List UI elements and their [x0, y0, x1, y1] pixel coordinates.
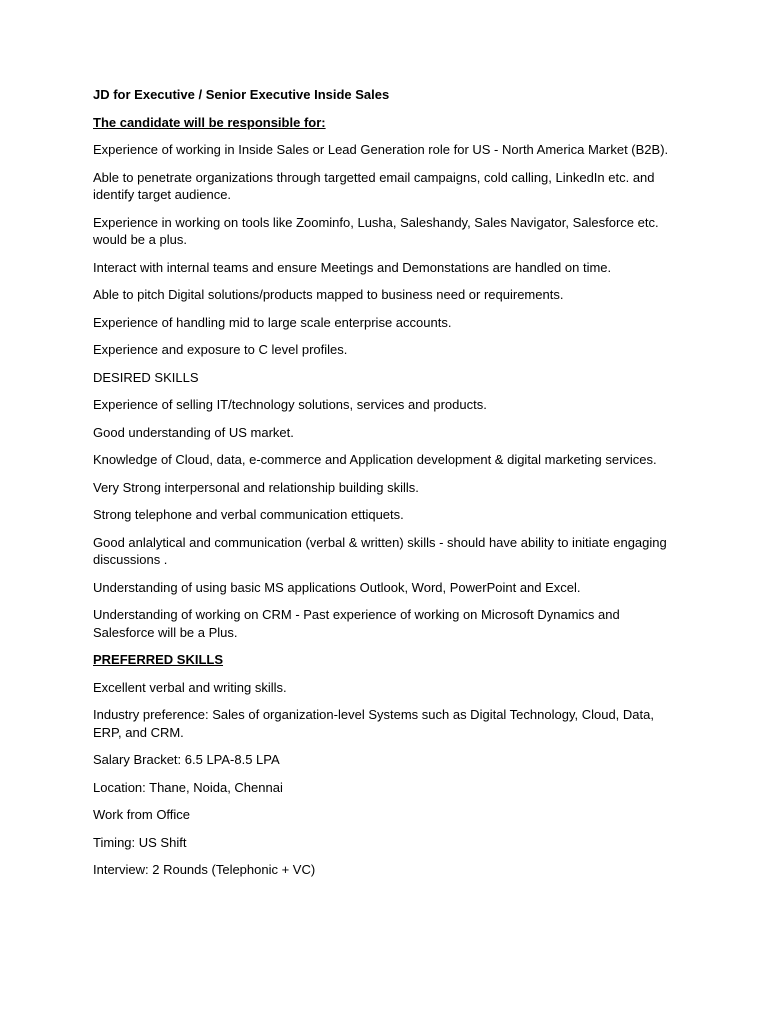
desired-skill-item: Good anlalytical and communication (verbal & written) skills - should have ability to initiate engaging discussions .	[93, 534, 667, 567]
responsibility-item: Interact with internal teams and ensure Meetings and Demonstations are handled on time.	[93, 259, 612, 275]
responsibility-item: Able to pitch Digital solutions/products mapped to business need or requirements.	[93, 287, 564, 302]
desired-skill-item: Experience of selling IT/technology solutions, services and products.	[93, 397, 487, 412]
work-timing: Timing: US Shift	[93, 834, 187, 850]
responsibilities-heading: The candidate will be responsible for:	[93, 114, 326, 130]
desired-skill-item: Knowledge of Cloud, data, e-commerce and Application development & digital marketing services.	[93, 452, 657, 467]
responsibility-item: Experience and exposure to C level profiles.	[93, 342, 348, 357]
desired-skill-item: Good understanding of US market.	[93, 424, 294, 440]
desired-skills-heading: DESIRED SKILLS	[93, 369, 199, 385]
desired-skill-item: Strong telephone and verbal communication ettiquets.	[93, 507, 404, 522]
document-page	[93, 86, 683, 889]
responsibility-item: Experience of working in Inside Sales or Lead Generation role for US - North America Market (B2B).	[93, 142, 669, 157]
salary-bracket: Salary Bracket: 6.5 LPA-8.5 LPA	[93, 752, 280, 767]
job-location: Location: Thane, Noida, Chennai	[93, 779, 283, 795]
desired-skill-item: Understanding of working on CRM - Past experience of working on Microsoft Dynamics and Salesforce will be a Plus.	[93, 607, 620, 640]
work-mode: Work from Office	[93, 807, 191, 822]
responsibility-item: Experience of handling mid to large scale enterprise accounts.	[93, 314, 452, 330]
desired-skill-item: Understanding of using basic MS applications Outlook, Word, PowerPoint and Excel.	[93, 579, 581, 595]
desired-skill-item: Very Strong interpersonal and relationship building skills.	[93, 479, 419, 495]
preferred-skill-item: Industry preference: Sales of organization-level Systems such as Digital Technology, Cloud, Data, ERP, and CRM.	[93, 707, 654, 740]
preferred-skill-item: Excellent verbal and writing skills.	[93, 679, 287, 695]
responsibility-item: Experience in working on tools like Zoominfo, Lusha, Saleshandy, Sales Navigator, Salesforce etc. would be a plus.	[93, 214, 659, 247]
interview-rounds: Interview: 2 Rounds (Telephonic + VC)	[93, 862, 316, 877]
preferred-skills-heading: PREFERRED SKILLS	[93, 652, 224, 667]
document-title: JD for Executive / Senior Executive Inside Sales	[93, 87, 390, 102]
responsibility-item: Able to penetrate organizations through targetted email campaigns, cold calling, LinkedIn etc. and identify target audience.	[93, 169, 655, 202]
